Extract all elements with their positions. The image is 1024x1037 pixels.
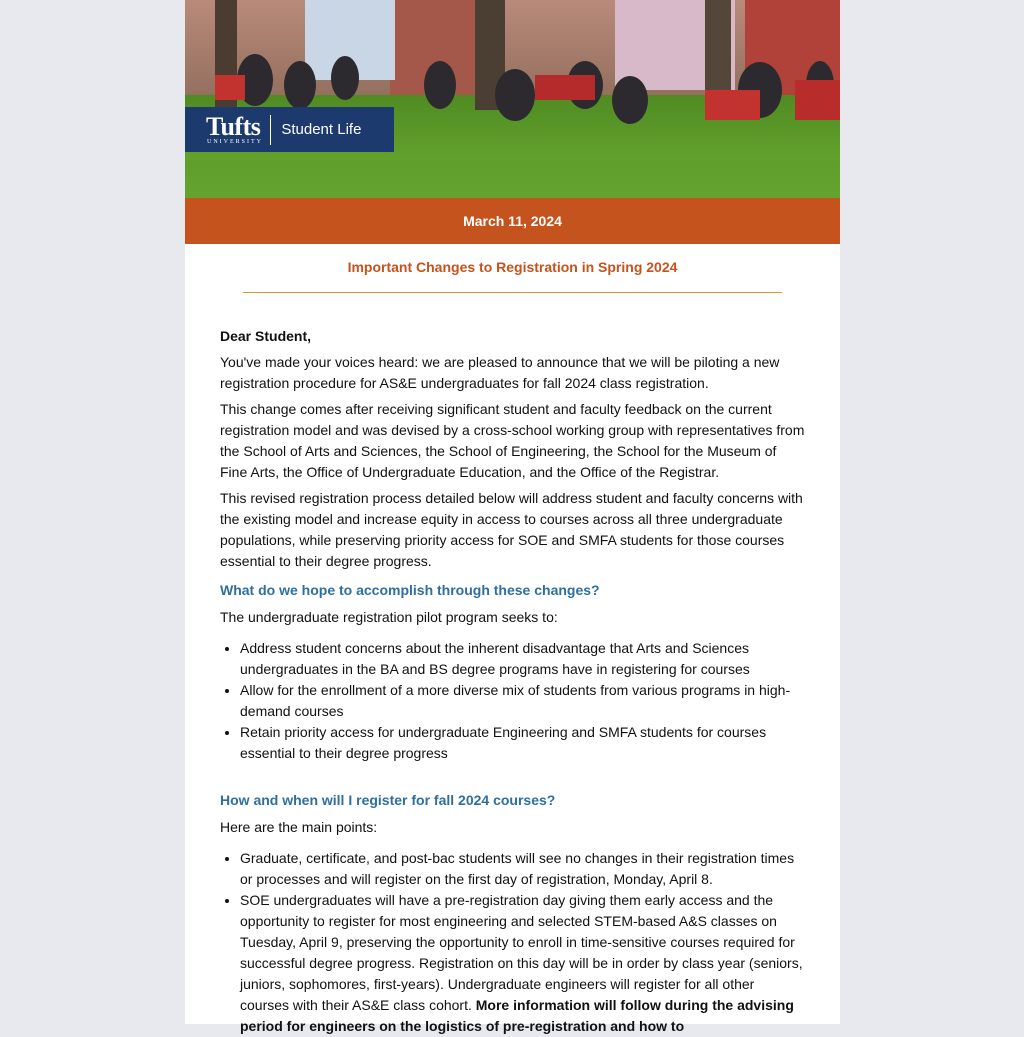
- email-headline: Important Changes to Registration in Spring 2024: [347, 259, 678, 275]
- list-item: • Graduate, certificate, and post-bac students will see no changes in their registration times or processes and will register on the first day of registration, Monday, April 8.: [240, 848, 805, 890]
- logo-divider: [270, 115, 271, 145]
- list-item-text: SOE undergraduates will have a pre-registration day giving them early access and the opportunity to register for most engineering and selected STEM-based A&S classes on Tuesday, April 9, preserving the opportunity to enroll in time-sensitive courses required for successful degree progress. Registration on this day will be in order by class year (seniors, juniors, sophomores, first-years). Undergraduate engineers will register for all other courses with their AS&E class cohort.: [240, 892, 803, 1013]
- logo-wordmark: Tufts: [206, 111, 261, 141]
- list-item: • Retain priority access for undergraduate Engineering and SMFA students for courses essential to their degree progress: [240, 722, 805, 764]
- logo-section-name: Student Life: [281, 121, 362, 138]
- logo-subtitle: UNIVERSITY: [207, 139, 263, 145]
- list-item: [240, 890, 805, 1037]
- registration-list: [220, 848, 805, 1037]
- intro-paragraph-1: You've made your voices heard: we are pleased to announce that we will be piloting a new registration procedure for AS&E undergraduates for fall 2024 class registration.: [220, 354, 780, 391]
- email-content: [185, 326, 840, 1037]
- list-item: • Address student concerns about the inherent disadvantage that Arts and Sciences undergraduates in the BA and BS degree programs have in registering for courses: [240, 638, 805, 680]
- section-heading-registration: How and when will I register for fall 2024 courses?: [220, 792, 556, 808]
- greeting: Dear Student,: [220, 328, 312, 344]
- tufts-student-life-logo[interactable]: [185, 107, 394, 152]
- intro-paragraph-2: This change comes after receiving significant student and faculty feedback on the current registration model and was devised by a cross-school working group with representatives from the School of Arts and Sciences, the School of Engineering, the School for the Museum of Fine Arts, the Office of Undergraduate Education, and the Office of the Registrar.: [220, 401, 805, 480]
- section-heading-goals: What do we hope to accomplish through these changes?: [220, 582, 600, 598]
- date-banner: March 11, 2024: [185, 198, 840, 244]
- goals-list: [220, 638, 805, 764]
- headline-rule: [243, 292, 782, 293]
- intro-paragraph-3: This revised registration process detailed below will address student and faculty concerns with the existing model and increase equity in access to courses across all three undergraduate populations, while preserving priority access for SOE and SMFA students for those courses essential to their degree progress.: [220, 490, 803, 569]
- email-body: [185, 0, 840, 1034]
- list-item-bold-text: More information will follow during the advising period for engineers on the logistics of pre-registration and how to: [240, 997, 794, 1034]
- campus-lawn-photo: [185, 0, 840, 198]
- goals-lead: The undergraduate registration pilot program seeks to:: [220, 609, 558, 625]
- hero-image: [185, 0, 840, 198]
- registration-lead: Here are the main points:: [220, 819, 378, 835]
- list-item: • Allow for the enrollment of a more diverse mix of students from various programs in high-demand courses: [240, 680, 805, 722]
